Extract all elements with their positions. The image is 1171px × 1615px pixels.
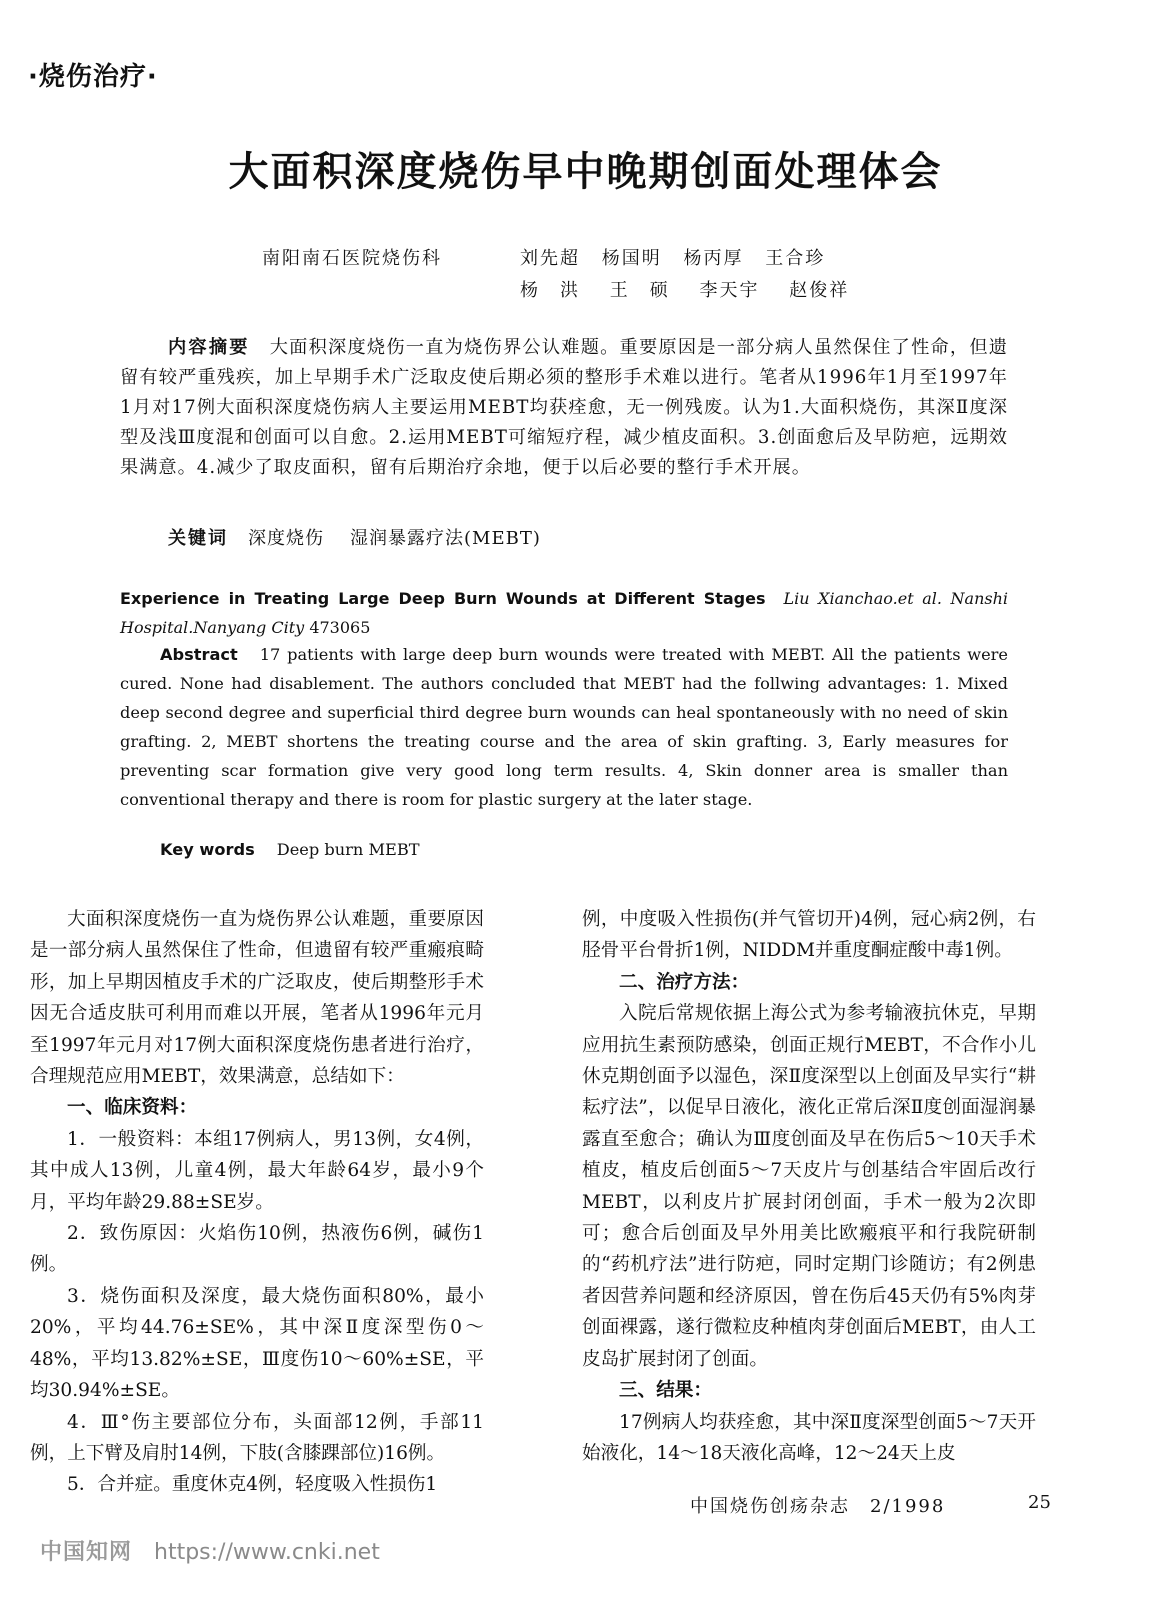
- author-name: 赵俊祥: [789, 280, 850, 301]
- abstract-chinese: [120, 333, 1008, 483]
- section-tag: ·烧伤治疗·: [28, 62, 158, 92]
- keywords-chinese: [168, 524, 567, 550]
- watermark-url[interactable]: https://www.cnki.net: [154, 1540, 380, 1565]
- author-name: 杨国明: [601, 248, 662, 269]
- section-heading: 一、临床资料：: [67, 1097, 198, 1119]
- abstract-english: [120, 640, 1008, 814]
- keywords-en-label: Key words: [160, 840, 255, 859]
- body-paragraph: 1．一般资料：本组17例病人，男13例，女4例，其中成人13例，儿童4例，最大年龄64岁，最小9个月，平均年龄29.88±SE岁。: [30, 1128, 484, 1213]
- body-paragraph: 入院后常规依据上海公式为参考输液抗休克，早期应用抗生素预防感染，创面正规行MEBT，不合作小儿休克期创面予以湿色，深Ⅱ度深型以上创面及早实行“耕耘疗法”，以促早日液化，液化正常后深Ⅱ度创面湿润暴露直至愈合；确认为Ⅲ度创面及早在伤后5～10天手术植皮，植皮后创面5～7天皮片与创基结合牢固后改行MEBT，以利皮片扩展封闭创面，手术一般为2次即可；愈合后创面及早外用美比欧瘢痕平和行我院研制的“药机疗法”进行防疤，同时定期门诊随访；有2例患者因营养问题和经济原因，曾在伤后45天仍有5%肉芽创面裸露，遂行微粒皮种植肉芽创面后MEBT，由人工皮岛扩展封闭了创面。: [582, 1003, 1036, 1370]
- body-paragraph: 4．Ⅲ°伤主要部位分布，头面部12例，手部11例，上下臂及肩肘14例，下肢(含膝踝部位)16例。: [30, 1411, 484, 1464]
- postcode: 473065: [309, 618, 371, 637]
- author-name: 杨 洪: [520, 280, 580, 301]
- abstract-label: 内容摘要: [168, 337, 250, 358]
- affiliation: 南阳南石医院烧伤科: [262, 248, 442, 269]
- body-column-left: [30, 904, 484, 1501]
- abstract-text: 大面积深度烧伤一直为烧伤界公认难题。重要原因是一部分病人虽然保住了性命，但遗留有较严重残疾，加上早期手术广泛取皮使后期必须的整形手术难以进行。笔者从1996年1月至1997年1月对17例大面积深度烧伤病人主要运用MEBT均获痊愈，无一例残废。认为1.大面积烧伤，其深Ⅱ度深型及浅Ⅲ度混和创面可以自愈。2.运用MEBT可缩短疗程，减少植皮面积。3.创面愈后及早防疤，远期效果满意。4.减少了取皮面积，留有后期治疗余地，便于以后必要的整行手术开展。: [120, 337, 1008, 478]
- body-paragraph: 例，中度吸入性损伤(并气管切开)4例，冠心病2例，右胫骨平台骨折1例，NIDDM并重度酮症酸中毒1例。: [582, 909, 1036, 962]
- page-number: 25: [1028, 1492, 1051, 1513]
- body-paragraph: 5．合并症。重度休克4例，轻度吸入性损伤1: [67, 1474, 438, 1496]
- watermark: [40, 1535, 380, 1566]
- authors-line-1: [520, 244, 825, 270]
- page-title: 大面积深度烧伤早中晚期创面处理体会: [228, 149, 943, 195]
- english-author-affiliation: Liu Xianchao.et al. Nanshi Hospital.Nanyang City: [120, 589, 1009, 637]
- author-name: 李天宇: [699, 280, 760, 301]
- keywords-label: 关键词: [168, 528, 228, 549]
- english-title: Experience in Treating Large Deep Burn Wounds at Different Stages: [120, 589, 766, 608]
- body-column-right: [582, 904, 1036, 1469]
- keywords-english: [160, 840, 420, 859]
- keyword: 湿润暴露疗法(MEBT): [350, 528, 541, 549]
- authors-line-2: [520, 276, 871, 302]
- author-name: 杨丙厚: [683, 248, 744, 269]
- body-paragraph: 大面积深度烧伤一直为烧伤界公认难题，重要原因是一部分病人虽然保住了性命，但遗留有较严重瘢痕畸形，加上早期因植皮手术的广泛取皮，使后期整形手术因无合适皮肤可利用而难以开展，笔者从1996年元月至1997年元月对17例大面积深度烧伤患者进行治疗，合理规范应用MEBT，效果满意，总结如下：: [30, 909, 484, 1088]
- keywords-en-text: Deep burn MEBT: [276, 840, 420, 859]
- author-name: 刘先超: [520, 248, 580, 269]
- cnki-logo: 中国知网: [40, 1540, 133, 1565]
- keyword: 深度烧伤: [248, 528, 324, 549]
- section-heading: 二、治疗方法：: [619, 971, 750, 993]
- abstract-en-text: 17 patients with large deep burn wounds were treated with MEBT. All the patients were cured. None had disablement. The authors concluded that MEBT had the follwing advantages: 1. Mixed deep second degree and superficial third degree burn wounds can heal spontaneously with no need of skin grafting. 2, MEBT shortens the treating course and the area of skin grafting. 3, Early measures for preventing scar formation give very good long term results. 4, Skin donner area is smaller than conventional therapy and there is room for plastic surgery at the later stage.: [120, 645, 1008, 809]
- section-heading: 三、结果：: [619, 1380, 712, 1402]
- abstract-en-label: Abstract: [160, 645, 238, 664]
- author-name: 王 硕: [609, 280, 670, 301]
- english-title-block: [120, 584, 1008, 642]
- author-name: 王合珍: [765, 248, 826, 269]
- body-paragraph: 17例病人均获痊愈，其中深Ⅱ度深型创面5～7天开始液化，14～18天液化高峰，12～24天上皮: [582, 1411, 1036, 1464]
- footer-journal: 中国烧伤创疡杂志 2/1998: [690, 1496, 946, 1517]
- body-paragraph: 2．致伤原因：火焰伤10例，热液伤6例，碱伤1例。: [30, 1223, 484, 1276]
- body-paragraph: 3．烧伤面积及深度，最大烧伤面积80%，最小20%，平均44.76±SE%，其中深Ⅱ度深型伤0～48%，平均13.82%±SE，Ⅲ度伤10～60%±SE，平均30.94%±SE。: [30, 1285, 484, 1402]
